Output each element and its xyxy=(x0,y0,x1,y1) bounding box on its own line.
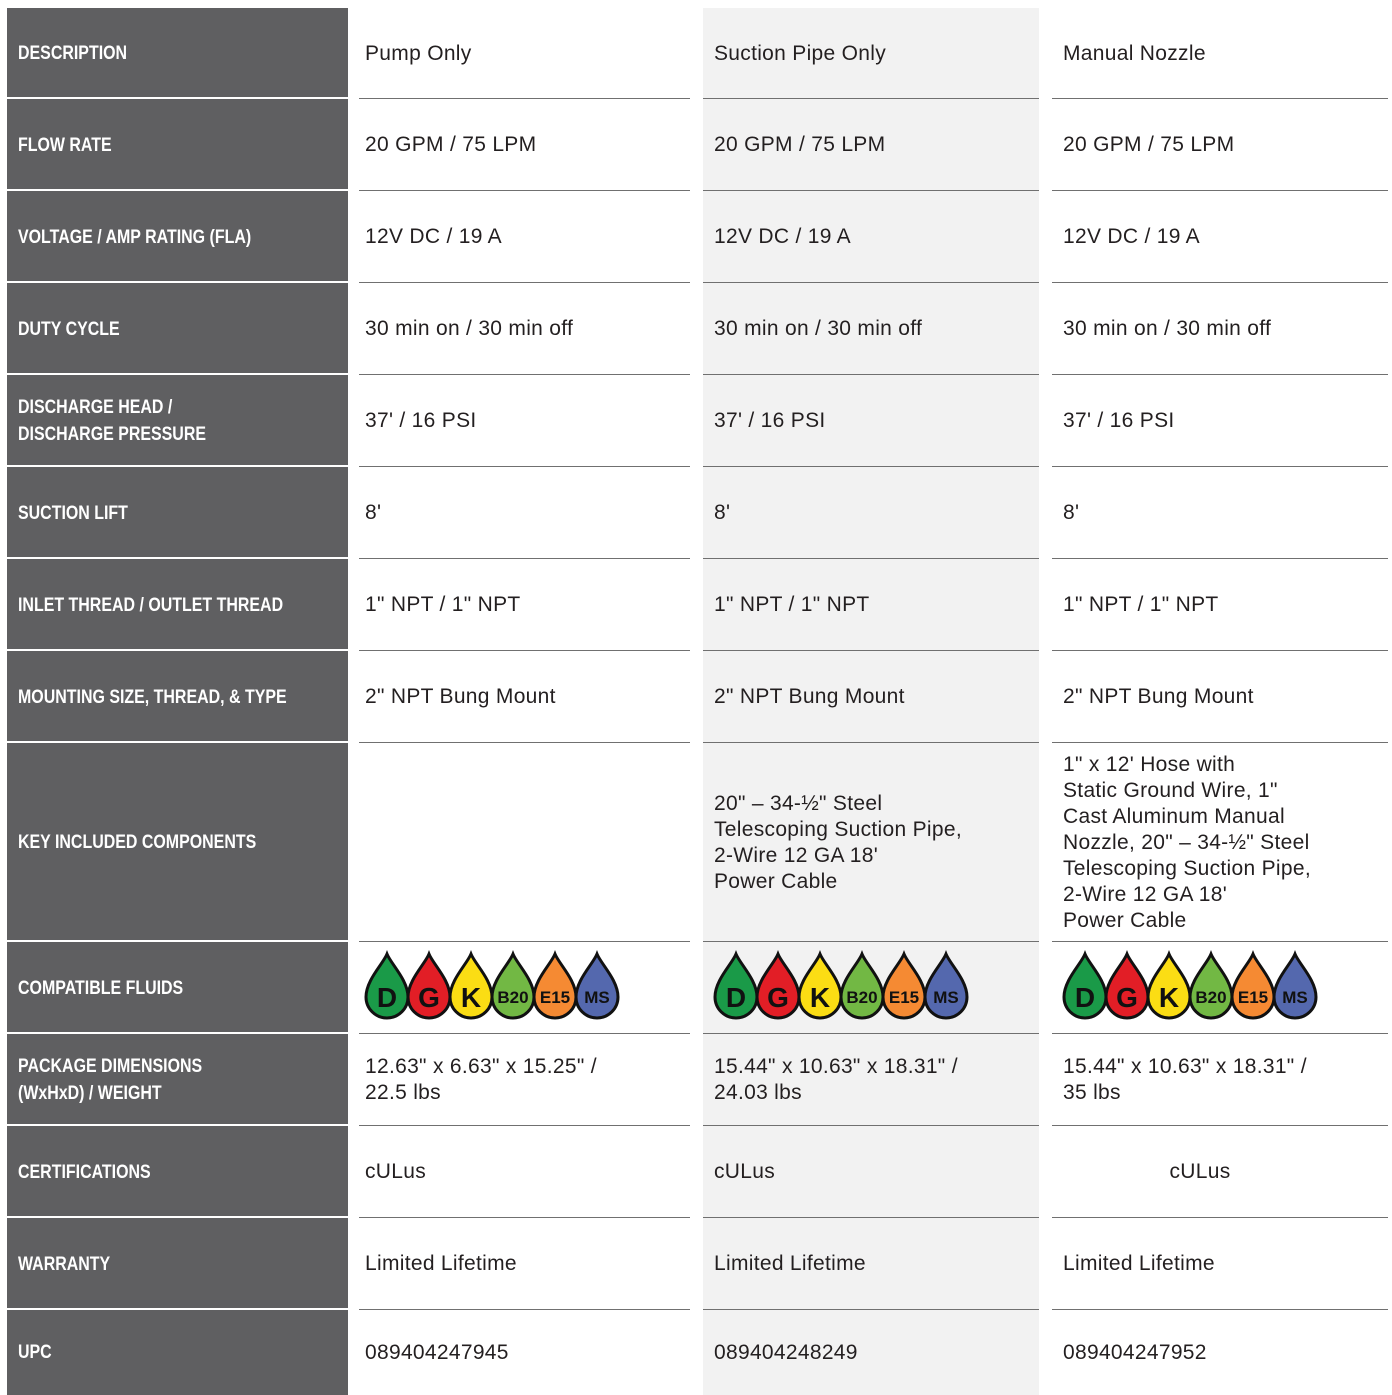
kerosene-drop-icon xyxy=(1148,954,1190,1018)
cell-suction-pipe-only: cULus xyxy=(714,1160,776,1183)
mineral-spirits-drop-icon xyxy=(1274,954,1316,1018)
row-label-components: KEY INCLUDED COMPONENTS xyxy=(18,832,257,853)
row-label-upc: UPC xyxy=(18,1342,52,1363)
cell-manual-nozzle: 089404247952 xyxy=(1063,1340,1207,1364)
cell-manual-nozzle: 20 GPM / 75 LPM xyxy=(1063,133,1235,156)
spec-row-dimensions xyxy=(0,1034,1392,1126)
cell-pump-only: 089404247945 xyxy=(365,1340,509,1364)
fluid-code-label: B20 xyxy=(497,988,529,1007)
spec-row-description xyxy=(0,8,1392,99)
fluid-code-label: D xyxy=(725,982,747,1013)
ethanol-drop-icon xyxy=(534,954,576,1018)
fluid-code-label: E15 xyxy=(539,988,571,1007)
spec-row-upc xyxy=(0,1310,1392,1395)
cell-suction-pipe-only: 20 GPM / 75 LPM xyxy=(714,133,886,156)
kerosene-drop-icon xyxy=(450,954,492,1018)
fluid-code-label: K xyxy=(460,982,482,1013)
biodiesel-drop-icon xyxy=(1190,954,1232,1018)
cell-suction-pipe-only: 12V DC / 19 A xyxy=(714,225,851,248)
row-label-description: DESCRIPTION xyxy=(18,43,128,64)
spec-row-suction-lift xyxy=(0,467,1392,559)
biodiesel-drop-icon xyxy=(492,954,534,1018)
fluid-code-label: K xyxy=(1158,982,1180,1013)
cell-manual-nozzle: 15.44" x 10.63" x 18.31" / 35 lbs xyxy=(1063,1055,1307,1104)
fluid-code-label: E15 xyxy=(1237,988,1269,1007)
cell-manual-nozzle: cULus xyxy=(1169,1160,1231,1183)
cell-suction-pipe-only: Suction Pipe Only xyxy=(714,41,887,65)
biodiesel-drop-icon xyxy=(841,954,883,1018)
cell-pump-only: 12.63" x 6.63" x 15.25" / 22.5 lbs xyxy=(365,1055,597,1104)
cell-pump-only: Pump Only xyxy=(365,41,472,65)
fluid-code-label: MS xyxy=(933,988,959,1007)
row-label-certifications: CERTIFICATIONS xyxy=(18,1161,151,1183)
cell-suction-pipe-only: 20" – 34-½" Steel Telescoping Suction Pipe, 2-Wire 12 GA 18' Power Cable xyxy=(714,791,962,893)
row-label-warranty: WARRANTY xyxy=(18,1253,111,1275)
mineral-spirits-drop-icon xyxy=(576,954,618,1018)
cell-manual-nozzle: 1" NPT / 1" NPT xyxy=(1063,593,1219,616)
fluid-code-label: E15 xyxy=(888,988,920,1007)
ethanol-drop-icon xyxy=(1232,954,1274,1018)
spec-row-fluids xyxy=(0,942,1392,1034)
compatible-fluids-icons xyxy=(1063,953,1323,1023)
fluid-drops-pump-only xyxy=(365,942,690,1034)
diesel-drop-icon xyxy=(715,954,757,1018)
row-label-duty-cycle: DUTY CYCLE xyxy=(18,318,120,340)
fluid-code-label: K xyxy=(809,982,831,1013)
cell-pump-only: cULus xyxy=(365,1160,427,1183)
spec-row-certifications xyxy=(0,1126,1392,1218)
fluid-code-label: B20 xyxy=(846,988,878,1007)
diesel-drop-icon xyxy=(366,954,408,1018)
cell-manual-nozzle: 1" x 12' Hose with Static Ground Wire, 1" Cast Aluminum Manual Nozzle, 20" – 34-½" Steel Telescoping Suction Pipe, 2-Wire 12 GA 18' Power Cable xyxy=(1063,752,1311,932)
gasoline-drop-icon xyxy=(757,954,799,1018)
spec-row-flow-rate xyxy=(0,99,1392,191)
row-label-discharge: DISCHARGE HEAD / DISCHARGE PRESSURE xyxy=(18,397,207,445)
cell-suction-pipe-only: 089404248249 xyxy=(714,1340,858,1364)
kerosene-drop-icon xyxy=(799,954,841,1018)
cell-suction-pipe-only: 1" NPT / 1" NPT xyxy=(714,593,870,616)
cell-manual-nozzle: 2" NPT Bung Mount xyxy=(1063,685,1254,708)
cell-suction-pipe-only: 8' xyxy=(714,501,731,524)
cell-suction-pipe-only: 2" NPT Bung Mount xyxy=(714,685,905,708)
cell-pump-only: 12V DC / 19 A xyxy=(365,225,502,248)
mineral-spirits-drop-icon xyxy=(925,954,967,1018)
row-label-fluids: COMPATIBLE FLUIDS xyxy=(18,977,184,999)
cell-pump-only: 1" NPT / 1" NPT xyxy=(365,593,521,616)
gasoline-drop-icon xyxy=(1106,954,1148,1018)
diesel-drop-icon xyxy=(1064,954,1106,1018)
gasoline-drop-icon xyxy=(408,954,450,1018)
compatible-fluids-icons xyxy=(365,953,625,1023)
cell-manual-nozzle: Manual Nozzle xyxy=(1063,41,1206,65)
cell-suction-pipe-only: 15.44" x 10.63" x 18.31" / 24.03 lbs xyxy=(714,1055,958,1104)
cell-pump-only xyxy=(365,743,690,942)
row-label-flow-rate: FLOW RATE xyxy=(18,134,112,156)
spec-row-voltage xyxy=(0,191,1392,283)
cell-manual-nozzle: 12V DC / 19 A xyxy=(1063,225,1200,248)
row-label-thread: INLET THREAD / OUTLET THREAD xyxy=(18,594,284,616)
spec-row-duty-cycle xyxy=(0,283,1392,375)
cell-suction-pipe-only: 30 min on / 30 min off xyxy=(714,317,923,340)
spec-row-mounting xyxy=(0,651,1392,743)
cell-pump-only: 30 min on / 30 min off xyxy=(365,317,574,340)
cell-pump-only: 20 GPM / 75 LPM xyxy=(365,133,537,156)
cell-manual-nozzle: 37' / 16 PSI xyxy=(1063,409,1175,432)
cell-manual-nozzle: Limited Lifetime xyxy=(1063,1252,1215,1275)
cell-suction-pipe-only: Limited Lifetime xyxy=(714,1252,866,1275)
cell-manual-nozzle: 30 min on / 30 min off xyxy=(1063,317,1272,340)
ethanol-drop-icon xyxy=(883,954,925,1018)
fluid-code-label: MS xyxy=(1282,988,1308,1007)
row-label-voltage: VOLTAGE / AMP RATING (FLA) xyxy=(18,226,252,248)
fluid-code-label: G xyxy=(1116,982,1138,1013)
row-label-dimensions: PACKAGE DIMENSIONS (WxHxD) / WEIGHT xyxy=(18,1056,203,1104)
fluid-drops-suction-pipe-only xyxy=(714,942,1039,1034)
row-label-suction-lift: SUCTION LIFT xyxy=(18,502,128,524)
cell-pump-only: 2" NPT Bung Mount xyxy=(365,685,556,708)
cell-pump-only: 37' / 16 PSI xyxy=(365,409,477,432)
fluid-code-label: G xyxy=(767,982,789,1013)
cell-suction-pipe-only: 37' / 16 PSI xyxy=(714,409,826,432)
fluid-code-label: G xyxy=(418,982,440,1013)
fluid-code-label: B20 xyxy=(1195,988,1227,1007)
fluid-code-label: MS xyxy=(584,988,610,1007)
row-label-mounting: MOUNTING SIZE, THREAD, & TYPE xyxy=(18,686,287,708)
cell-pump-only: Limited Lifetime xyxy=(365,1252,517,1275)
spec-row-thread xyxy=(0,559,1392,651)
fluid-code-label: D xyxy=(1074,982,1096,1013)
fluid-drops-manual-nozzle xyxy=(1063,942,1388,1034)
spec-row-warranty xyxy=(0,1218,1392,1310)
spec-row-components xyxy=(0,743,1392,942)
spec-row-discharge xyxy=(0,375,1392,467)
compatible-fluids-icons xyxy=(714,953,974,1023)
cell-manual-nozzle: 8' xyxy=(1063,501,1080,524)
fluid-code-label: D xyxy=(376,982,398,1013)
cell-pump-only: 8' xyxy=(365,501,382,524)
